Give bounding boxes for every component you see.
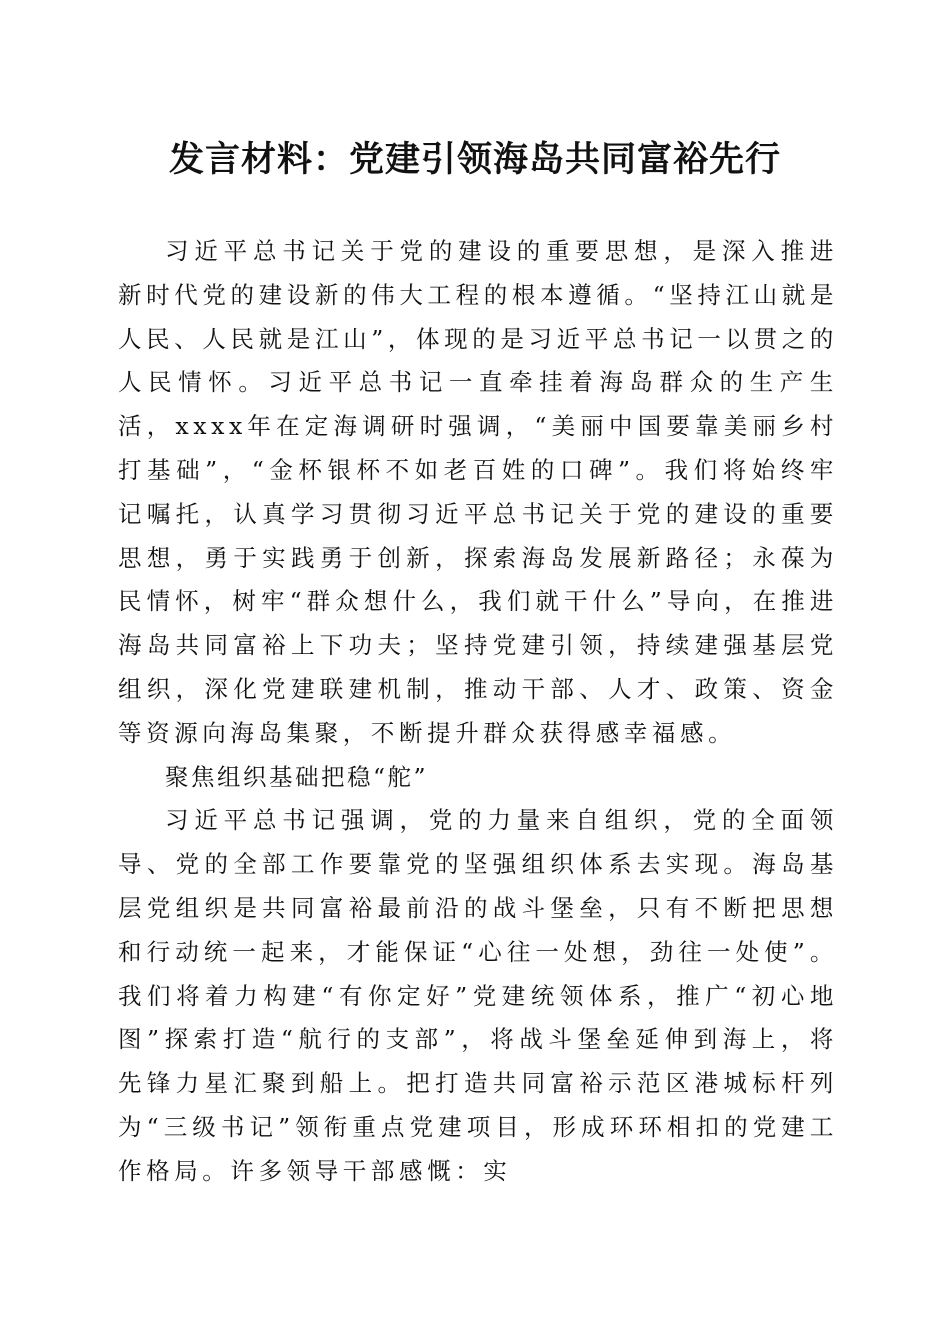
document-body — [118, 230, 838, 1194]
document-title: 发言材料：党建引领海岛共同富裕先行 — [168, 139, 781, 180]
section-paragraph: 习近平总书记强调，党的力量来自组织，党的全面领导、党的全部工作要靠党的坚强组织体系去实现。海岛基层党组织是共同富裕最前沿的战斗堡垒，只有不断把思想和行动统一起来，才能保证“心往一处想，劲往一处使”。我们将着力构建“有你定好”党建统领体系，推广“初心地图”探索打造“航行的支部”，将战斗堡垒延伸到海上，将先锋力星汇聚到船上。把打造共同富裕示范区港城标杆列为“三级书记”领衔重点党建项目，形成环环相扣的党建工作格局。许多领导干部感慨：实 — [118, 806, 838, 1185]
intro-paragraph: 习近平总书记关于党的建设的重要思想，是深入推进新时代党的建设新的伟大工程的根本遵循。“坚持江山就是人民、人民就是江山”，体现的是习近平总书记一以贯之的人民情怀。习近平总书记一直牵挂着海岛群众的生产生活，xxxx年在定海调研时强调，“美丽中国要靠美丽乡村打基础”，“金杯银杯不如老百姓的口碑”。我们将始终牢记嘱托，认真学习贯彻习近平总书记关于党的建设的重要思想，勇于实践勇于创新，探索海岛发展新路径；永葆为民情怀，树牢“群众想什么，我们就干什么”导向，在推进海岛共同富裕上下功夫；坚持党建引领，持续建强基层党组织，深化党建联建机制，推动干部、人才、政策、资金等资源向海岛集聚，不断提升群众获得感幸福感。 — [118, 237, 838, 747]
section-heading: 聚焦组织基础把稳“舵” — [165, 762, 429, 791]
